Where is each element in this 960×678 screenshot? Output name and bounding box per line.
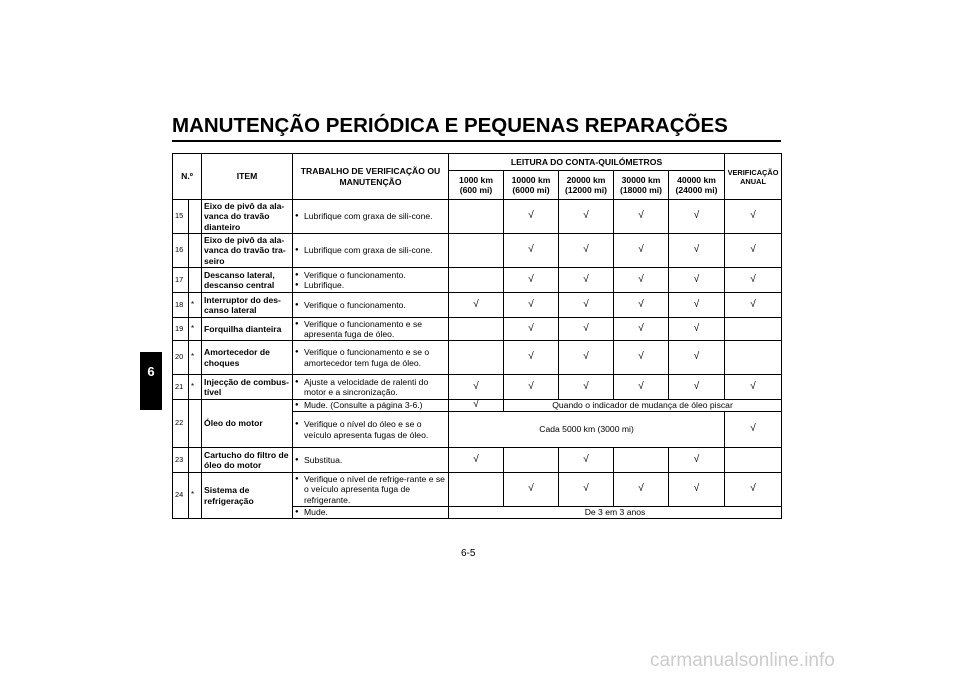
page-title: MANUTENÇÃO PERIÓDICA E PEQUENAS REPARAÇÕES	[172, 114, 728, 137]
header-odometer: LEITURA DO CONTA-QUILÓMETROS	[449, 154, 725, 171]
table-row: ● Mude. De 3 em 3 anos	[173, 507, 782, 519]
table-row: 17 Descanso lateral, descanso central ● Verifique o funcionamento. ● Lubrifique. √ √ √ √ √	[173, 268, 782, 293]
header-annual: VERIFICAÇÃO ANUAL	[725, 154, 782, 200]
table-row: 22 Óleo do motor ● Mude. (Consulte a página 3-6.) √ Quando o indicador de mudança de óleo piscar	[173, 400, 782, 412]
table-row: 19 * Forquilha dianteira ● Verifique o funcionamento e se apresenta fuga de óleo. √ √ √ √	[173, 318, 782, 341]
interval-40000: 40000 km (24000 mi)	[669, 171, 725, 200]
table-row: 24 * Sistema de refrigeração ● Verifique o nível de refrige-rante e se o veículo apresenta fuga de refrigerante. √ √ √ √ √	[173, 473, 782, 507]
interval-10000: 10000 km (6000 mi)	[504, 171, 559, 200]
table-row: 23 Cartucho do filtro de óleo do motor ● Substitua. √ √ √	[173, 448, 782, 473]
table-row: 20 * Amortecedor de choques ● Verifique o funcionamento e se o amortecedor tem fuga de óleo. √ √ √ √	[173, 341, 782, 375]
maintenance-table	[172, 153, 782, 519]
header-item: ITEM	[202, 154, 293, 200]
table-row: 21 * Injecção de combus-tível ● Ajuste a velocidade de ralenti do motor e a sincronização. √ √ √ √ √ √	[173, 375, 782, 400]
table-row: 16 Eixo de pivô da ala-vanca do travão tra-seiro ● Lubrifique com graxa de sili-cone. √ √ √ √ √	[173, 234, 782, 268]
interval-1000: 1000 km (600 mi)	[449, 171, 504, 200]
oil-change-note: Quando o indicador de mudança de óleo piscar	[504, 400, 782, 412]
coolant-change-note: De 3 em 3 anos	[449, 507, 782, 519]
oil-check-note: Cada 5000 km (3000 mi)	[449, 412, 725, 448]
table-row: 18 * Interruptor do des-canso lateral ● Verifique o funcionamento. √ √ √ √ √ √	[173, 293, 782, 318]
interval-30000: 30000 km (18000 mi)	[614, 171, 669, 200]
header-no: N.º	[173, 154, 202, 200]
table-row: 15 Eixo de pivô da ala-vanca do travão dianteiro ● Lubrifique com graxa de sili-cone. √ √ √ √ √	[173, 200, 782, 234]
table-row: ● Verifique o nível do óleo e se o veículo apresenta fugas de óleo. Cada 5000 km (3000 mi) √	[173, 412, 782, 448]
page-number: 6-5	[461, 548, 476, 559]
chapter-tab: 6	[140, 352, 162, 410]
header-work: TRABALHO DE VERIFICAÇÃO OU MANUTENÇÃO	[293, 154, 449, 200]
watermark: carmanualsonline.info	[650, 650, 835, 671]
title-rule	[172, 140, 781, 142]
interval-20000: 20000 km (12000 mi)	[559, 171, 614, 200]
